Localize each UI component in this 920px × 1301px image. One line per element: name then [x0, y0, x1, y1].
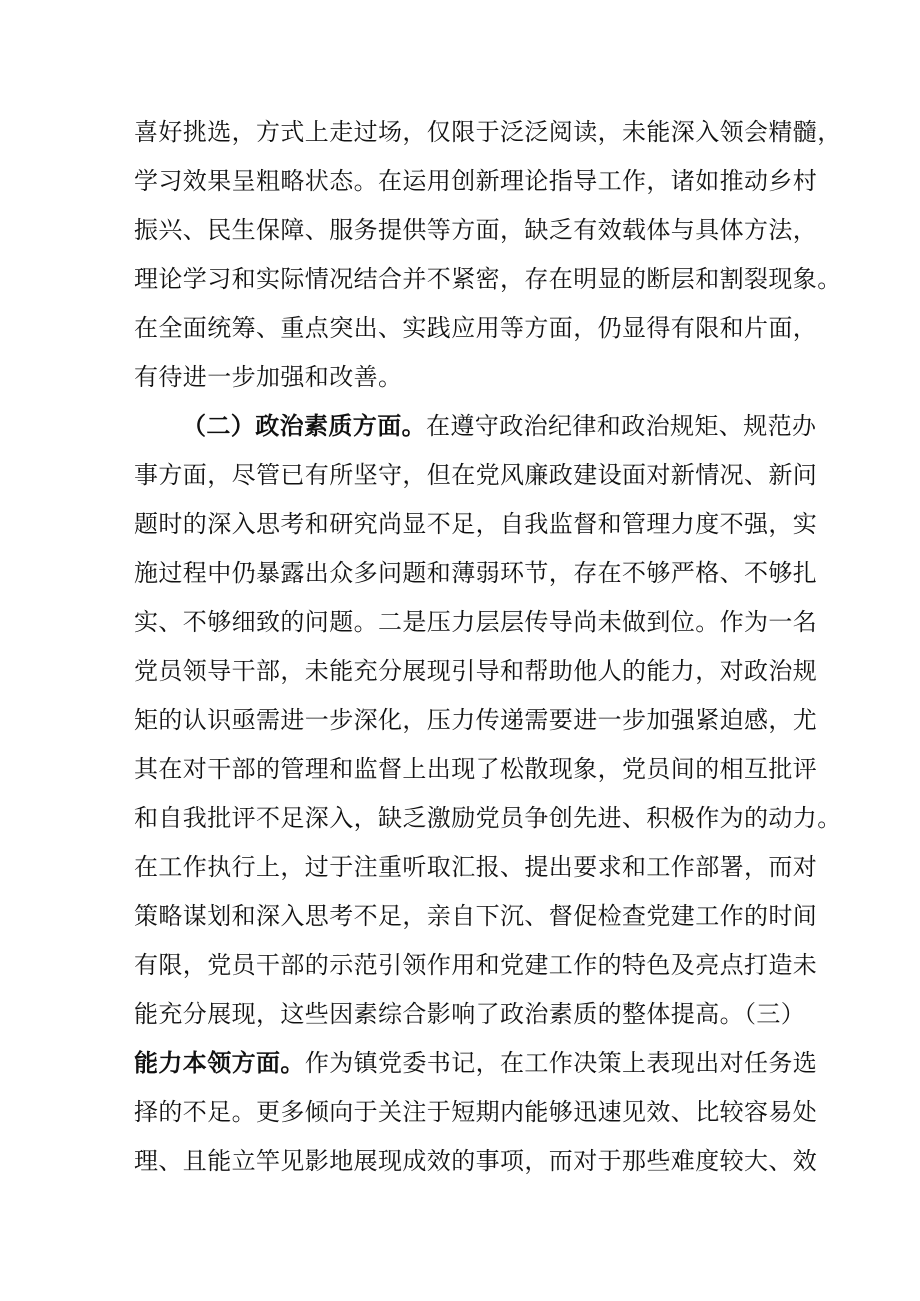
body-line: 理论学习和实际情况结合并不紧密，存在明显的断层和割裂现象。 [134, 265, 842, 293]
body-line: 择的不足。更多倾向于关注于短期内能够迅速见效、比较容易处 [134, 1098, 818, 1126]
body-line: 在全面统筹、重点突出、实践应用等方面，仍显得有限和片面， [134, 314, 818, 342]
body-line: 事方面，尽管已有所坚守，但在党风廉政建设面对新情况、新问 [134, 461, 818, 489]
body-line: 在工作执行上，过于注重听取汇报、提出要求和工作部署，而对 [134, 853, 818, 881]
section-2-first-line [182, 410, 817, 442]
body-line: 喜好挑选，方式上走过场，仅限于泛泛阅读，未能深入领会精髓， [134, 118, 842, 146]
body-line: 其在对干部的管理和监督上出现了松散现象，党员间的相互批评 [134, 755, 818, 783]
body-line: 党员领导干部，未能充分展现引导和帮助他人的能力，对政治规 [134, 657, 818, 685]
section-3-first-line [134, 1047, 818, 1079]
section-2-first-line-text: 在遵守政治纪律和政治规矩、规范办 [426, 412, 817, 440]
body-line: 有限，党员干部的示范引领作用和党建工作的特色及亮点打造未 [134, 951, 818, 979]
body-line: 和自我批评不足深入，缺乏激励党员争创先进、积极作为的动力。 [134, 804, 842, 832]
body-line: 有待进一步加强和改善。 [134, 363, 403, 391]
section-2-heading: （二）政治素质方面。 [182, 411, 426, 440]
body-line: 题时的深入思考和研究尚显不足，自我监督和管理力度不强，实 [134, 510, 818, 538]
section-3-first-line-text: 作为镇党委书记，在工作决策上表现出对任务选 [304, 1049, 818, 1077]
body-line: 振兴、民生保障、服务提供等方面，缺乏有效载体与具体方法， [134, 216, 818, 244]
body-line: 矩的认识亟需进一步深化，压力传递需要进一步加强紧迫感，尤 [134, 706, 818, 734]
section-3-heading: 能力本领方面。 [134, 1048, 305, 1077]
body-line: 实、不够细致的问题。二是压力层层传导尚未做到位。作为一名 [134, 608, 818, 636]
body-line: 施过程中仍暴露出众多问题和薄弱环节，存在不够严格、不够扎 [134, 559, 818, 587]
body-line: 策略谋划和深入思考不足，亲自下沉、督促检查党建工作的时间 [134, 902, 818, 930]
body-line: 能充分展现，这些因素综合影响了政治素质的整体提高。（三） [134, 1000, 806, 1028]
body-line: 理、且能立竿见影地展现成效的事项，而对于那些难度较大、效 [134, 1147, 818, 1175]
body-line: 学习效果呈粗略状态。在运用创新理论指导工作，诸如推动乡村 [134, 167, 818, 195]
